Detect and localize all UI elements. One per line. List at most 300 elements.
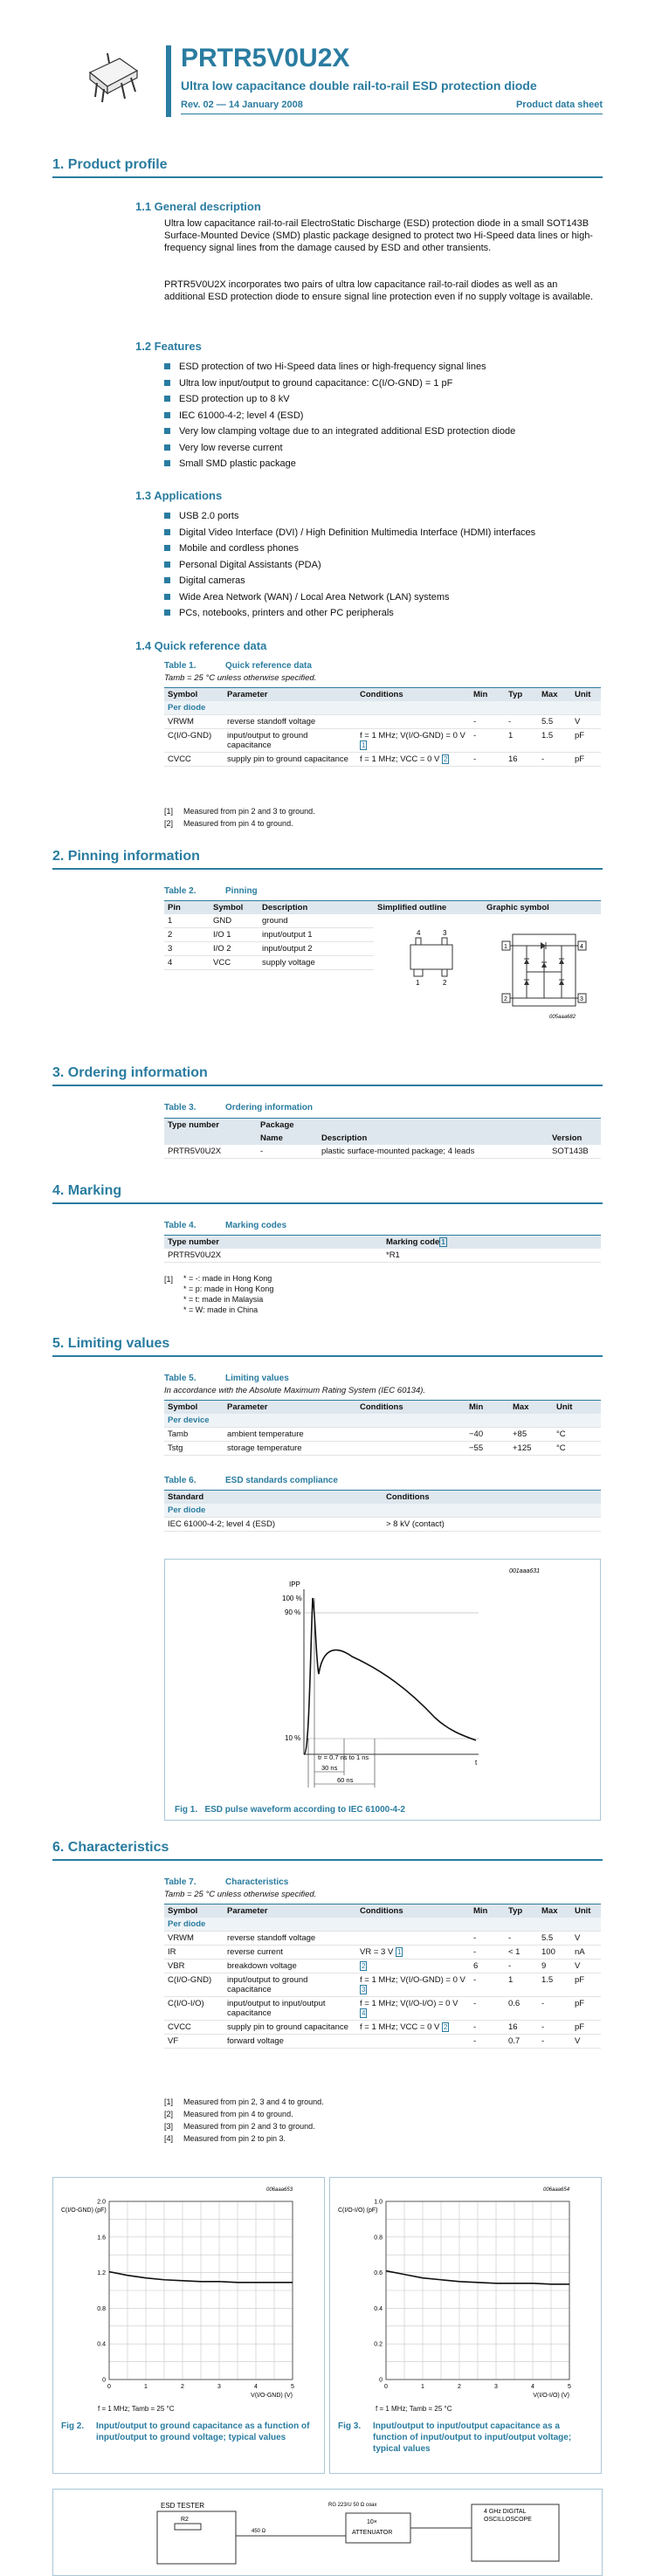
y-tick-label: 1.2 <box>97 2270 106 2277</box>
cell: > 8 kV (contact) <box>383 1518 601 1532</box>
footnote <box>164 2120 324 2132</box>
table-number: Table 7. <box>164 1877 196 1887</box>
cell <box>356 715 470 729</box>
table-header-row <box>164 1491 601 1505</box>
section-limiting-heading: 5. Limiting values <box>52 1336 170 1351</box>
cell: pF <box>571 2021 601 2035</box>
table-1-footnotes <box>164 805 315 830</box>
cell: 100 <box>538 1946 571 1960</box>
cell: reverse current <box>224 1946 356 1960</box>
footnote-ref[interactable]: 1 <box>362 741 366 749</box>
conditions: f = 1 MHz; V(I/O-GND) = 0 V <box>360 1975 465 1985</box>
figure-number: Fig 3. <box>338 2421 362 2431</box>
x-tick-label: 4 <box>531 2384 534 2390</box>
column-header: Max <box>538 688 571 702</box>
cell: °C <box>553 1442 601 1456</box>
feature-item: ESD protection up to 8 kV <box>164 391 601 408</box>
cell: - <box>470 1997 505 2021</box>
footnote-text: Measured from pin 2 and 3 to ground. <box>183 2122 315 2131</box>
cell: - <box>470 1932 505 1946</box>
cell: VF <box>164 2035 224 2049</box>
package-outline-icon <box>83 48 144 109</box>
ordering-table <box>164 1118 601 1159</box>
table-3-caption <box>164 1103 313 1112</box>
table-row <box>164 1946 601 1960</box>
column-header: Standard <box>164 1491 383 1505</box>
cell: - <box>470 715 505 729</box>
cell: C(I/O-GND) <box>164 729 224 753</box>
table-row <box>164 2021 601 2035</box>
conditions: f = 1 MHz; VCC = 0 V <box>360 754 440 764</box>
table-header-row <box>164 688 601 702</box>
cell: input/output to input/output capacitance <box>224 1997 356 2021</box>
x-axis-label: V(I/O-I/O) (V) <box>533 2393 569 2399</box>
figure-2-caption <box>61 2421 320 2443</box>
cell <box>356 2035 470 2049</box>
cell <box>356 1932 470 1946</box>
figure-1-caption <box>175 1804 405 1815</box>
cell: forward voltage <box>224 2035 356 2049</box>
footnote-text: Measured from pin 2, 3 and 4 to ground. <box>183 2097 324 2106</box>
quick-reference-heading: 1.4 Quick reference data <box>135 639 267 652</box>
section-pinning-heading: 2. Pinning information <box>52 849 200 864</box>
footnote <box>164 2132 324 2145</box>
table-header-row <box>164 1904 601 1918</box>
capacitance-io-gnd-chart <box>52 2177 325 2399</box>
characteristics-table <box>164 1904 601 2049</box>
x-tick-label: 0 <box>107 2384 111 2390</box>
footnote-text: * = W: made in China <box>183 1305 259 1314</box>
cell: supply pin to ground capacitance <box>224 753 356 767</box>
y-tick-label: 1.0 <box>374 2199 383 2206</box>
x-tick-label: 5 <box>291 2384 294 2390</box>
table-number: Table 2. <box>164 886 196 896</box>
footnote-text: * = t: made in Malaysia <box>183 1295 264 1304</box>
page-header <box>0 0 655 122</box>
section-rule <box>52 1202 603 1204</box>
cell: IR <box>164 1946 224 1960</box>
table-row <box>164 1518 601 1532</box>
y-tick-label: 0 <box>379 2377 383 2384</box>
attenuator-multiplier: 10× <box>367 2519 377 2525</box>
column-header: Name <box>257 1132 318 1145</box>
cell: - <box>538 2035 571 2049</box>
svg-text:1: 1 <box>416 979 420 987</box>
cell: VBR <box>164 1960 224 1973</box>
cell: +85 <box>509 1428 553 1442</box>
cell: - <box>538 753 571 767</box>
table-row <box>164 1428 601 1442</box>
cell: - <box>470 2021 505 2035</box>
table-header-row <box>164 901 601 915</box>
graphic-symbol-icon <box>500 927 588 1023</box>
cell: 0.7 <box>505 2035 538 2049</box>
cell: input/output 1 <box>259 928 374 942</box>
footnote-ref[interactable]: 2 <box>443 2023 448 2031</box>
footnote-text: Measured from pin 2 and 3 to ground. <box>183 807 315 816</box>
cell: supply voltage <box>259 956 374 970</box>
cell: I/O 1 <box>210 928 259 942</box>
cell: VCC <box>210 956 259 970</box>
table-number: Table 3. <box>164 1103 196 1112</box>
applications-list <box>164 508 601 622</box>
simplified-outline-icon <box>406 927 458 988</box>
cell: input/output 2 <box>259 942 374 956</box>
table-number: Table 1. <box>164 661 196 671</box>
x-tick-label: 3 <box>494 2384 498 2390</box>
table-title: Marking codes <box>225 1221 287 1230</box>
table-1-note: Tamb = 25 °C unless otherwise specified. <box>164 673 317 683</box>
footnote-number: [4] <box>164 2134 174 2143</box>
document-type-label: Product data sheet <box>515 100 603 110</box>
x-tick-label: 1 <box>144 2384 148 2390</box>
table-row <box>164 729 601 753</box>
table-row <box>164 1973 601 1997</box>
section-rule <box>52 868 603 870</box>
cell: 1 <box>505 1973 538 1997</box>
cell: V <box>571 2035 601 2049</box>
cell: - <box>505 1960 538 1973</box>
footnote-text: Measured from pin 4 to ground. <box>183 819 293 828</box>
table-number: Table 5. <box>164 1374 196 1383</box>
cell: breakdown voltage <box>224 1960 356 1973</box>
cell: - <box>470 2035 505 2049</box>
svg-text:2: 2 <box>443 979 447 987</box>
figure-number: Fig 1. <box>175 1805 198 1815</box>
y-tick-90: 90 % <box>285 1608 301 1616</box>
general-description-heading: 1.1 General description <box>135 200 261 213</box>
scope-label-1: 4 GHz DIGITAL <box>484 2509 527 2515</box>
t60-label: 60 ns <box>337 1776 354 1784</box>
cell: I/O 2 <box>210 942 259 956</box>
footnote-ref[interactable]: 2 <box>362 1962 366 1970</box>
general-description-paragraph-2: PRTR5V0U2X incorporates two pairs of ultra low capacitance rail-to-rail diodes as well as an additional ESD protection diode to ensure signal line protection even if no supply voltage is available. <box>164 279 594 302</box>
cell: Tamb <box>164 1428 224 1442</box>
feature-item: IEC 61000-4-2; level 4 (ESD) <box>164 408 601 424</box>
table-header-row <box>164 1401 601 1415</box>
cell: 1.5 <box>538 1973 571 1997</box>
application-item: Digital Video Interface (DVI) / High Definition Multimedia Interface (HDMI) interfaces <box>164 525 601 541</box>
conditions: f = 1 MHz; VCC = 0 V <box>360 2022 440 2032</box>
cell: °C <box>553 1428 601 1442</box>
cell: VRWM <box>164 715 224 729</box>
r1-label: 450 Ω <box>252 2529 266 2534</box>
limiting-values-table <box>164 1400 601 1456</box>
cell: GND <box>210 914 259 928</box>
table-title: Quick reference data <box>225 661 312 671</box>
table-title: Pinning <box>225 886 258 896</box>
application-item: USB 2.0 ports <box>164 508 601 525</box>
footnote-number: [2] <box>164 2110 174 2118</box>
column-header: Graphic symbol <box>483 901 601 915</box>
footnote <box>164 2096 324 2108</box>
y-tick-label: 0.2 <box>374 2341 383 2348</box>
table-group-row <box>164 1414 601 1428</box>
section-rule <box>52 1355 603 1357</box>
column-header: Min <box>465 1401 509 1415</box>
cell: ambient temperature <box>224 1428 356 1442</box>
rise-time-label: tr = 0.7 ns to 1 ns <box>318 1753 369 1761</box>
x-axis-label: V(I/O-GND) (V) <box>251 2393 293 2399</box>
footnote <box>164 2108 324 2120</box>
cell: −40 <box>465 1428 509 1442</box>
cell: - <box>257 1145 318 1159</box>
table-row <box>164 1932 601 1946</box>
cell <box>356 1442 465 1456</box>
footnote-ref[interactable]: 4 <box>362 2009 366 2017</box>
cell: VRWM <box>164 1932 224 1946</box>
figure-code: 006aaa653 <box>266 2187 293 2193</box>
footnote-number: [1] <box>164 2097 174 2106</box>
table-7-caption <box>164 1877 288 1887</box>
cell: IEC 61000-4-2; level 4 (ESD) <box>164 1518 383 1532</box>
table-4-caption <box>164 1221 286 1230</box>
table-7-footnotes <box>164 2096 324 2145</box>
t30-label: 30 ns <box>321 1764 338 1772</box>
cell: C(I/O-GND) <box>164 1973 224 1997</box>
cell: PRTR5V0U2X <box>164 1145 257 1159</box>
table-group-row <box>164 701 601 715</box>
y-tick-100: 100 % <box>282 1595 302 1602</box>
column-header: Description <box>318 1132 548 1145</box>
column-header: Max <box>538 1904 571 1918</box>
table-row <box>164 753 601 767</box>
cell: C(I/O-I/O) <box>164 1997 224 2021</box>
cell: input/output to ground capacitance <box>224 1973 356 1997</box>
table-row <box>164 2035 601 2049</box>
attenuator-label: ATTENUATOR <box>352 2530 393 2536</box>
cell: - <box>538 2021 571 2035</box>
cell: SOT143B <box>548 1145 601 1159</box>
features-list <box>164 359 601 472</box>
application-item: Wide Area Network (WAN) / Local Area Network (LAN) systems <box>164 589 601 606</box>
footnote-ref[interactable]: 1 <box>396 1948 402 1956</box>
y-axis-label: C(I/O-GND) (pF) <box>61 2208 107 2214</box>
y-tick-label: 0.6 <box>374 2270 383 2277</box>
feature-item: Very low reverse current <box>164 440 601 457</box>
footnote-ref[interactable]: 2 <box>443 755 448 763</box>
figure-code: 001aaa631 <box>509 1568 541 1574</box>
table-row <box>164 1960 601 1973</box>
r2-label: R2 <box>181 2517 189 2523</box>
column-header: Version <box>548 1132 601 1145</box>
column-header: Symbol <box>164 688 224 702</box>
table-title: Ordering information <box>225 1103 313 1112</box>
section-rule <box>52 176 603 178</box>
table-row <box>164 1442 601 1456</box>
document-title: PRTR5V0U2X <box>181 44 350 72</box>
cell: - <box>538 1997 571 2021</box>
column-header: Type number <box>164 1236 383 1250</box>
x-tick-label: 3 <box>217 2384 221 2390</box>
footnote-text: Measured from pin 2 to pin 3. <box>183 2134 286 2143</box>
cell: CVCC <box>164 753 224 767</box>
esd-tester-label: ESD TESTER <box>161 2502 205 2510</box>
section-characteristics-heading: 6. Characteristics <box>52 1840 169 1855</box>
table-7-note: Tamb = 25 °C unless otherwise specified. <box>164 1890 317 1899</box>
x-tick-label: 2 <box>458 2384 461 2390</box>
table-row <box>164 1997 601 2021</box>
column-header: Unit <box>571 1904 601 1918</box>
cell: 9 <box>538 1960 571 1973</box>
y-tick-label: 0.4 <box>374 2305 383 2312</box>
group-label: Per diode <box>164 1504 601 1518</box>
figure-3-condition: f = 1 MHz; Tamb = 25 °C <box>376 2405 452 2413</box>
table-row <box>164 1249 601 1263</box>
table-row <box>164 1145 601 1159</box>
footnote-ref[interactable]: 1 <box>441 1238 445 1246</box>
footnote <box>164 817 315 830</box>
marking-table <box>164 1235 601 1263</box>
column-header: Parameter <box>224 688 356 702</box>
esd-compliance-table <box>164 1490 601 1532</box>
cell: pF <box>571 1973 601 1997</box>
cell: - <box>470 1973 505 1997</box>
column-header: Conditions <box>356 688 470 702</box>
column-header: Simplified outline <box>374 901 483 915</box>
document-subtitle: Ultra low capacitance double rail-to-rail ESD protection diode <box>181 79 537 93</box>
table-2-caption <box>164 886 258 896</box>
footnote-text: Measured from pin 4 to ground. <box>183 2110 293 2118</box>
svg-text:4: 4 <box>417 929 421 937</box>
cell: 5.5 <box>538 715 571 729</box>
table-5-note: In accordance with the Absolute Maximum Rating System (IEC 60134). <box>164 1386 426 1395</box>
applications-heading: 1.3 Applications <box>135 489 223 502</box>
cell: 16 <box>505 753 538 767</box>
cell: 3 <box>164 942 210 956</box>
cell: plastic surface-mounted package; 4 leads <box>318 1145 548 1159</box>
cell: PRTR5V0U2X <box>164 1249 383 1263</box>
cell <box>356 1997 470 2021</box>
column-header: Symbol <box>164 1401 224 1415</box>
cell <box>356 1960 470 1973</box>
feature-item: ESD protection of two Hi-Speed data lines or high-frequency signal lines <box>164 359 601 375</box>
footnote-number: [1] <box>164 807 174 816</box>
column-header: Conditions <box>383 1491 601 1505</box>
application-item: Mobile and cordless phones <box>164 541 601 557</box>
cell <box>356 753 470 767</box>
section-rule <box>52 1085 603 1086</box>
column-header: Conditions <box>356 1401 465 1415</box>
table-title: Limiting values <box>225 1374 289 1383</box>
cell: 1 <box>164 914 210 928</box>
cell: - <box>470 753 505 767</box>
cell: pF <box>571 1997 601 2021</box>
y-tick-label: 1.6 <box>97 2235 106 2242</box>
cell: 16 <box>505 2021 538 2035</box>
table-title: Characteristics <box>225 1877 289 1887</box>
group-label: Per diode <box>164 701 601 715</box>
cell: *R1 <box>383 1249 601 1263</box>
cell: reverse standoff voltage <box>224 715 356 729</box>
feature-item: Very low clamping voltage due to an integrated additional ESD protection diode <box>164 424 601 440</box>
y-tick-label: 2.0 <box>97 2199 106 2206</box>
cell: pF <box>571 753 601 767</box>
figure-title: Input/output to input/output capacitance as a function of input/output to input/output voltage; typical values <box>373 2421 572 2454</box>
cell <box>356 1428 465 1442</box>
group-label: Per device <box>164 1414 601 1428</box>
table-title: ESD standards compliance <box>225 1476 338 1485</box>
column-header <box>383 1236 601 1250</box>
table-number: Table 4. <box>164 1221 196 1230</box>
cell: supply pin to ground capacitance <box>224 2021 356 2035</box>
column-header: Typ <box>505 1904 538 1918</box>
footnote-ref[interactable]: 3 <box>362 1986 366 1994</box>
column-header: Min <box>470 688 505 702</box>
table-row <box>164 715 601 729</box>
symbol-code: 005aaa682 <box>549 1015 576 1020</box>
capacitance-io-io-chart <box>329 2177 602 2399</box>
header-accent-bar <box>166 45 171 117</box>
cell: V <box>571 1960 601 1973</box>
test-setup-diagram <box>52 2489 603 2563</box>
x-tick-label: 1 <box>421 2384 424 2390</box>
cell: CVCC <box>164 2021 224 2035</box>
x-axis-label: t <box>475 1759 478 1767</box>
footnote <box>164 805 315 817</box>
cell: V <box>571 1932 601 1946</box>
y-tick-label: 0 <box>102 2377 106 2384</box>
cell: −55 <box>465 1442 509 1456</box>
cell: - <box>505 715 538 729</box>
svg-text:2: 2 <box>504 996 507 1002</box>
footnote-number: [1] <box>164 1275 174 1284</box>
cell: 6 <box>470 1960 505 1973</box>
cell <box>356 1946 470 1960</box>
column-header: Type number <box>164 1119 257 1133</box>
column-header: Symbol <box>210 901 259 915</box>
cell: 1 <box>505 729 538 753</box>
footnote-text: * = -: made in Hong Kong <box>183 1274 272 1283</box>
cell: - <box>505 1932 538 1946</box>
feature-item: Small SMD plastic package <box>164 456 601 472</box>
x-tick-label: 4 <box>254 2384 258 2390</box>
figure-3-caption <box>338 2421 596 2455</box>
quick-reference-table <box>164 687 601 767</box>
table-group-row <box>164 1918 601 1932</box>
cell: 0.6 <box>505 1997 538 2021</box>
application-item: PCs, notebooks, printers and other PC peripherals <box>164 605 601 622</box>
figure-title: ESD pulse waveform according to IEC 61000-4-2 <box>204 1805 405 1815</box>
conditions: f = 1 MHz; V(I/O-I/O) = 0 V <box>360 1999 458 2008</box>
table-header-row <box>164 1132 601 1145</box>
table-1-caption <box>164 661 312 671</box>
cell: nA <box>571 1946 601 1960</box>
cell <box>356 729 470 753</box>
column-header: Unit <box>553 1401 601 1415</box>
x-tick-label: 0 <box>384 2384 388 2390</box>
footnote-text: * = p: made in Hong Kong <box>183 1285 274 1293</box>
column-header: Max <box>509 1401 553 1415</box>
figure-2-condition: f = 1 MHz; Tamb = 25 °C <box>98 2405 175 2413</box>
cell: ground <box>259 914 374 928</box>
svg-text:3: 3 <box>443 929 447 937</box>
table-group-row <box>164 1504 601 1518</box>
cell: 4 <box>164 956 210 970</box>
section-rule <box>52 1859 603 1861</box>
column-header: Parameter <box>224 1401 356 1415</box>
section-ordering-heading: 3. Ordering information <box>52 1065 208 1080</box>
cell: input/output to ground capacitance <box>224 729 356 753</box>
table-5-caption <box>164 1374 289 1383</box>
column-header: Symbol <box>164 1904 224 1918</box>
column-header: Description <box>259 901 374 915</box>
y-tick-label: 0.4 <box>97 2341 106 2348</box>
figure-title: Input/output to ground capacitance as a function of input/output to ground voltage; typical values <box>96 2421 310 2442</box>
general-description-paragraph-1: Ultra low capacitance rail-to-rail ElectroStatic Discharge (ESD) protection diode in a small SOT143B Surface-Mounted Device (SMD) plastic package designed to protect two Hi-Speed data lines or high-frequency signal lines from the damage caused by ESD and other transients. <box>164 218 593 253</box>
svg-text:1: 1 <box>504 944 507 950</box>
cell: +125 <box>509 1442 553 1456</box>
